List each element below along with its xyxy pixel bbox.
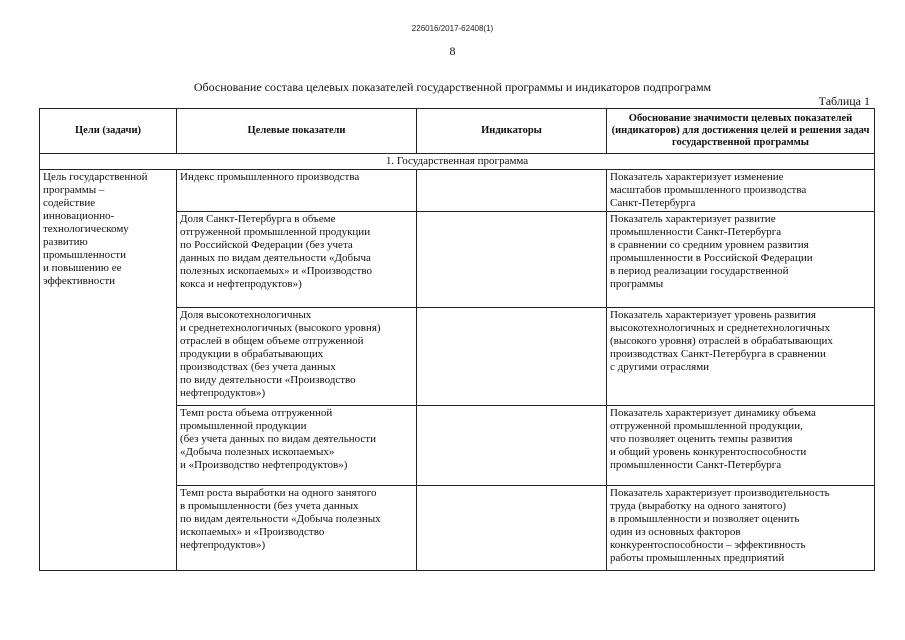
indicator-cell <box>417 212 607 308</box>
target-indicator-text: Доля высокотехнологичных и среднетехнологичных (высокого уровня) отраслей в общем объеме отгруженной продукции в обрабатывающих производствах (без учета данных по виду деятельности «Производство нефтепродуктов») <box>180 309 381 399</box>
column-header-justification: Обоснование значимости целевых показателей (индикаторов) для достижения целей и решения задач государственной программы <box>607 109 875 154</box>
indicator-cell <box>417 406 607 486</box>
goal-text: Цель государственной программы – содействие инновационно- технологическому развитию промышленности и повышению ее эффективности <box>43 171 148 287</box>
justification-text: Показатель характеризует развитие промышленности Санкт-Петербурга в сравнении со средним уровнем развития промышленности в Российской Федерации в период реализации государственной программы <box>610 213 813 290</box>
justification-cell <box>607 308 875 406</box>
page-number: 8 <box>449 44 456 58</box>
goal-cell <box>40 170 177 571</box>
target-indicator-cell <box>177 486 417 571</box>
justification-text: Показатель характеризует динамику объема отгруженной промышленной продукции, что позволяет оценить темпы развития и общий уровень конкурентоспособности промышленности Санкт-Петербурга <box>610 407 816 471</box>
justification-text: Показатель характеризует производительность труда (выработку на одного занятого) в промышленности и позволяет оценить один из основных факторов конкурентоспособности – эффективность работы промышленных предприятий <box>610 487 830 564</box>
justification-cell <box>607 406 875 486</box>
table-row <box>40 170 875 212</box>
section-row <box>40 154 875 170</box>
target-indicator-cell <box>177 308 417 406</box>
justification-text: Показатель характеризует уровень развития высокотехнологичных и среднетехнологичных (высокого уровня) отраслей в обрабатывающих производствах Санкт-Петербурга в сравнении с другими отраслями <box>610 309 833 373</box>
indicators-table <box>39 108 875 571</box>
section-title: 1. Государственная программа <box>40 154 875 170</box>
indicator-cell <box>417 170 607 212</box>
target-indicator-text: Индекс промышленного производства <box>180 171 360 183</box>
target-indicator-text: Доля Санкт-Петербурга в объеме отгруженной промышленной продукции по Российской Федерации (без учета данных по видам деятельности «Добыча полезных ископаемых» и «Производство кокса и нефтепродуктов») <box>180 213 372 290</box>
justification-text: Показатель характеризует изменение масштабов промышленного производства Санкт-Петербурга <box>610 171 807 209</box>
column-header-target-indicators: Целевые показатели <box>177 109 417 154</box>
column-header-goals: Цели (задачи) <box>40 109 177 154</box>
target-indicator-cell <box>177 406 417 486</box>
indicator-cell <box>417 308 607 406</box>
target-indicator-cell <box>177 212 417 308</box>
document-id: 226016/2017-62408(1) <box>411 24 494 33</box>
table-header-row <box>40 109 875 154</box>
column-header-indicators: Индикаторы <box>417 109 607 154</box>
indicator-cell <box>417 486 607 571</box>
justification-cell <box>607 212 875 308</box>
justification-cell <box>607 486 875 571</box>
target-indicator-text: Темп роста выработки на одного занятого в промышленности (без учета данных по видам деятельности «Добыча полезных ископаемых» и «Производство нефтепродуктов») <box>180 487 381 551</box>
table-label: Таблица 1 <box>818 94 870 108</box>
target-indicator-text: Темп роста объема отгруженной промышленной продукции (без учета данных по видам деятельности «Добыча полезных ископаемых» и «Производство нефтепродуктов») <box>180 407 376 471</box>
target-indicator-cell <box>177 170 417 212</box>
justification-cell <box>607 170 875 212</box>
document-title: Обоснование состава целевых показателей государственной программы и индикаторов подпрограмм <box>193 80 712 94</box>
